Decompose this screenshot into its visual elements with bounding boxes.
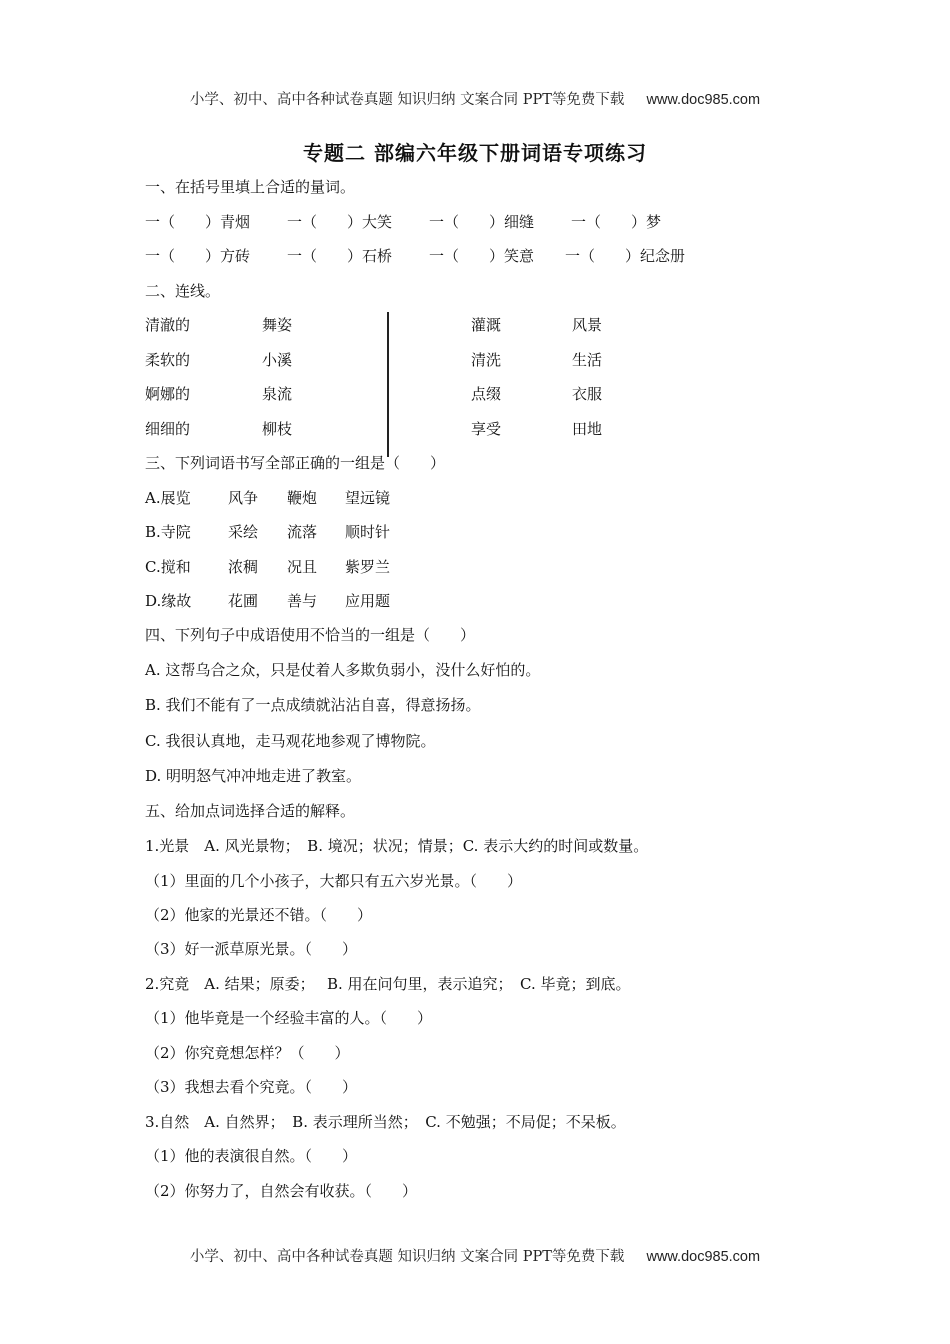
choice-word: 浓稠 xyxy=(228,558,259,576)
measure-word-blank: 一（ ）大笑 xyxy=(287,213,393,231)
match-word: 柳枝 xyxy=(262,420,293,438)
choice-word: B.寺院 xyxy=(145,523,191,541)
match-word: 柔软的 xyxy=(145,351,191,369)
question-item: （1）他毕竟是一个经验丰富的人。（ ） xyxy=(145,1009,433,1027)
question-item: （2）你努力了，自然会有收获。（ ） xyxy=(145,1182,418,1200)
match-word: 清澈的 xyxy=(145,316,191,334)
measure-word-blank: 一（ ）细缝 xyxy=(429,213,535,231)
measure-word-blank: 一（ ）青烟 xyxy=(145,213,251,231)
section2-heading: 二、连线。 xyxy=(145,282,221,300)
measure-word-blank: 一（ ）笑意 xyxy=(429,247,535,265)
sentence-option: A. 这帮乌合之众，只是仗着人多欺负弱小，没什么好怕的。 xyxy=(145,661,541,679)
choice-word: 况且 xyxy=(287,558,318,576)
section3-heading: 三、下列词语书写全部正确的一组是（ ） xyxy=(145,454,446,472)
question-item: （3）好一派草原光景。（ ） xyxy=(145,940,358,958)
match-word: 享受 xyxy=(471,420,502,438)
footer-banner xyxy=(0,1245,950,1266)
match-word: 衣服 xyxy=(572,385,603,403)
measure-word-blank: 一（ ）梦 xyxy=(571,213,662,231)
header-banner xyxy=(0,88,950,109)
measure-word-blank: 一（ ）纪念册 xyxy=(565,247,686,265)
choice-word: D.缘故 xyxy=(145,592,192,610)
match-word: 清洗 xyxy=(471,351,502,369)
column-divider xyxy=(387,312,389,457)
choice-word: A.展览 xyxy=(145,489,191,507)
match-word: 舞姿 xyxy=(262,316,293,334)
question-item: （1）里面的几个小孩子，大都只有五六岁光景。（ ） xyxy=(145,872,523,890)
choice-word: C.搅和 xyxy=(145,558,191,576)
question-item: （1）他的表演很自然。（ ） xyxy=(145,1147,358,1165)
question-item: （3）我想去看个究竟。（ ） xyxy=(145,1078,358,1096)
measure-word-blank: 一（ ）石桥 xyxy=(287,247,393,265)
banner-text: 小学、初中、高中各种试卷真题 知识归纳 文案合同 PPT等免费下载 xyxy=(189,1249,625,1265)
match-word: 婀娜的 xyxy=(145,385,191,403)
banner-site-link[interactable]: www.doc985.com xyxy=(646,1249,761,1265)
match-word: 点缀 xyxy=(471,385,502,403)
page-title: 专题二 部编六年级下册词语专项练习 xyxy=(303,141,647,165)
match-word: 泉流 xyxy=(262,385,293,403)
section1-heading: 一、在括号里填上合适的量词。 xyxy=(145,178,356,196)
choice-word: 顺时针 xyxy=(345,523,391,541)
choice-word: 鞭炮 xyxy=(287,489,318,507)
match-word: 生活 xyxy=(572,351,603,369)
choice-word: 应用题 xyxy=(345,592,391,610)
sentence-option: C. 我很认真地，走马观花地参观了博物院。 xyxy=(145,732,436,750)
measure-word-blank: 一（ ）方砖 xyxy=(145,247,251,265)
banner-text: 小学、初中、高中各种试卷真题 知识归纳 文案合同 PPT等免费下载 xyxy=(189,92,625,108)
definition-line: 2.究竟 A. 结果；原委； B. 用在问句里，表示追究； C. 毕竟；到底。 xyxy=(145,975,631,993)
choice-word: 风争 xyxy=(228,489,259,507)
choice-word: 紫罗兰 xyxy=(345,558,391,576)
sentence-option: B. 我们不能有了一点成绩就沾沾自喜，得意扬扬。 xyxy=(145,696,481,714)
definition-line: 1.光景 A. 风光景物； B. 境况；状况；情景；C. 表示大约的时间或数量。 xyxy=(145,837,649,855)
match-word: 细细的 xyxy=(145,420,191,438)
match-word: 灌溉 xyxy=(471,316,502,334)
definition-line: 3.自然 A. 自然界； B. 表示理所当然； C. 不勉强；不局促；不呆板。 xyxy=(145,1113,626,1131)
section4-heading: 四、下列句子中成语使用不恰当的一组是（ ） xyxy=(145,626,476,644)
choice-word: 流落 xyxy=(287,523,318,541)
choice-word: 采绘 xyxy=(228,523,259,541)
match-word: 小溪 xyxy=(262,351,293,369)
match-word: 田地 xyxy=(572,420,603,438)
question-item: （2）他家的光景还不错。（ ） xyxy=(145,906,373,924)
sentence-option: D. 明明怒气冲冲地走进了教室。 xyxy=(145,767,362,785)
choice-word: 善与 xyxy=(287,592,318,610)
match-word: 风景 xyxy=(572,316,603,334)
question-item: （2）你究竟想怎样？（ ） xyxy=(145,1044,350,1062)
banner-site-link[interactable]: www.doc985.com xyxy=(646,92,761,108)
section5-heading: 五、给加点词选择合适的解释。 xyxy=(145,802,356,820)
choice-word: 望远镜 xyxy=(345,489,391,507)
choice-word: 花圃 xyxy=(228,592,259,610)
